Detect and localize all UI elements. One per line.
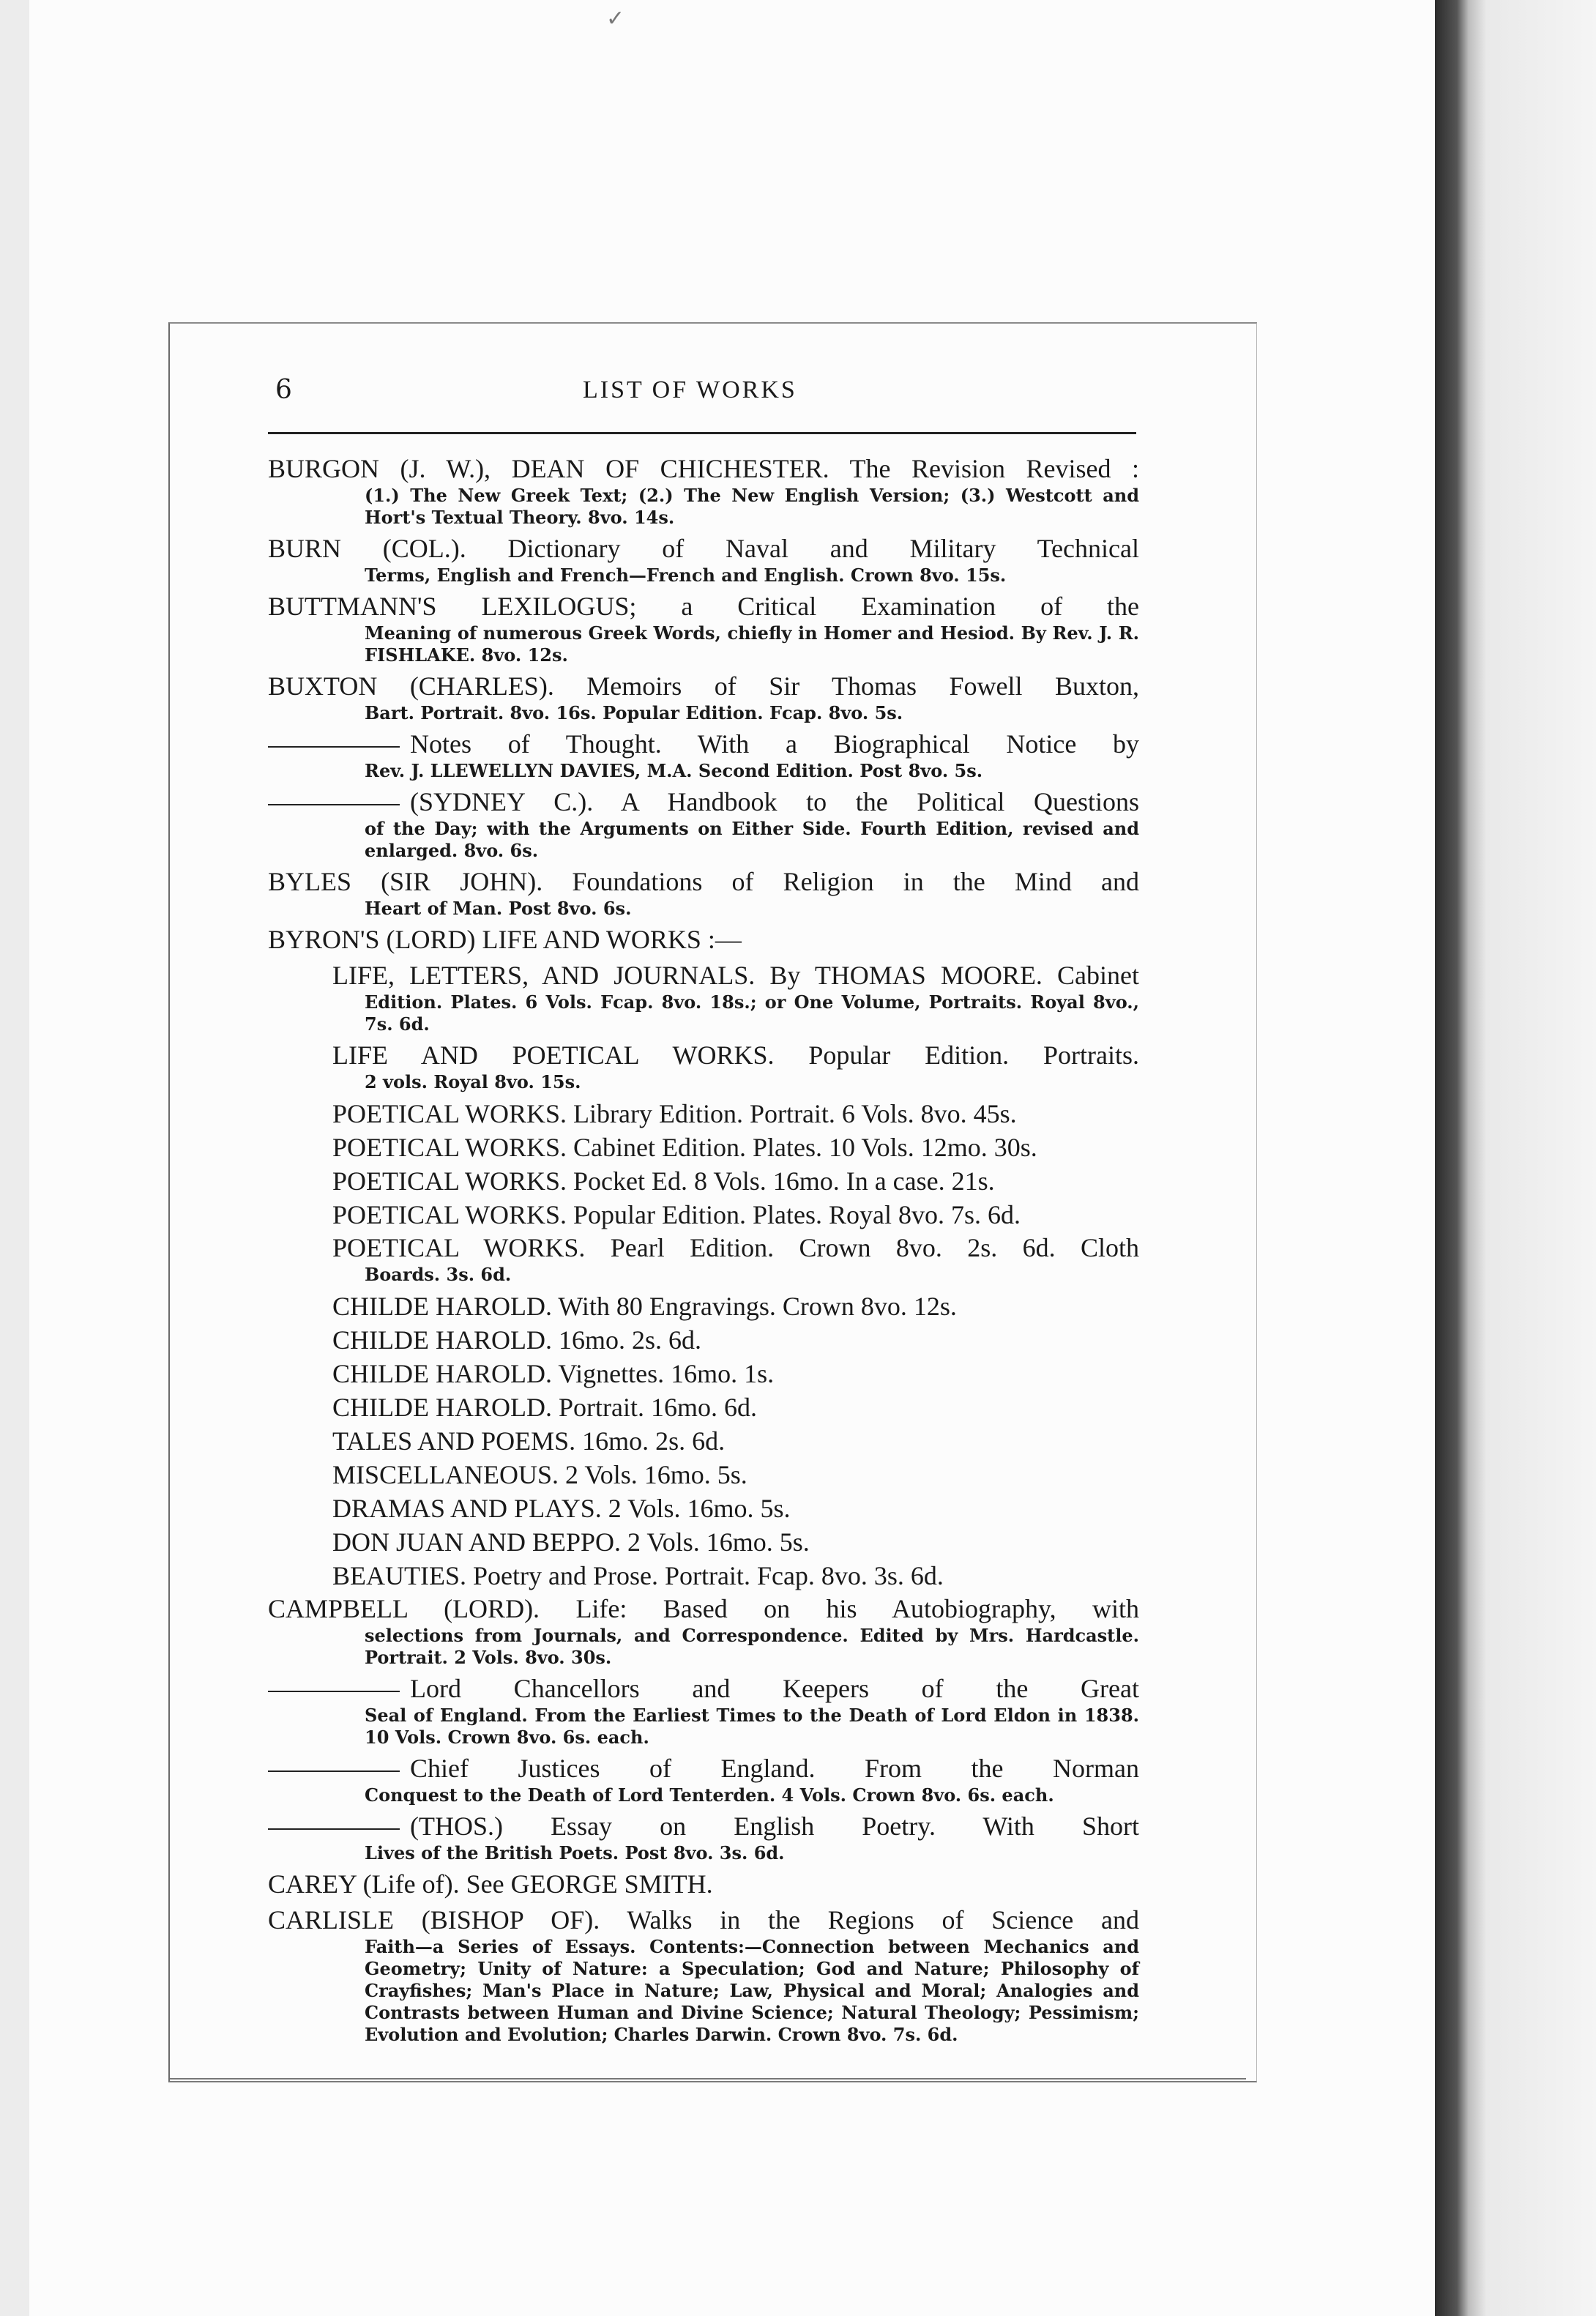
byron-works-list — [268, 959, 1139, 1593]
entry-head-text: (SYDNEY C.). A Handbook to the Political Questions — [410, 787, 1139, 816]
byron-item: POETICAL WORKS. Pocket Ed. 8 Vols. 16mo. In a case. 21s. — [332, 1166, 995, 1196]
entry-buttmann — [268, 590, 1139, 666]
entry-byles — [268, 865, 1139, 920]
ditto-dash — [268, 804, 400, 805]
byron-item: POETICAL WORKS. Popular Edition. Plates. Royal 8vo. 7s. 6d. — [332, 1200, 1021, 1229]
ditto-dash — [268, 1828, 400, 1830]
entry-burgon — [268, 453, 1139, 529]
running-head: LIST OF WORKS — [583, 376, 797, 403]
entry-head — [268, 1752, 1139, 1784]
entry-desc: Bart. Portrait. 8vo. 16s. Popular Edition. Fcap. 8vo. 5s. — [365, 702, 903, 723]
entry-head — [268, 728, 1139, 760]
entry-head: CAREY (Life of). See GEORGE SMITH. — [268, 1869, 713, 1899]
byron-item — [332, 959, 1139, 1035]
entry-desc: Heart of Man. Post 8vo. 6s. — [365, 898, 632, 919]
byron-item: POETICAL WORKS. Library Edition. Portrait. 6 Vols. 8vo. 45s. — [332, 1099, 1017, 1128]
entry-desc: of the Day; with the Arguments on Either Side. Fourth Edition, revised and enlarged. 8vo. 6s. — [365, 818, 1139, 861]
entry-burn — [268, 532, 1139, 587]
byron-item: POETICAL WORKS. Cabinet Edition. Plates. 10 Vols. 12mo. 30s. — [332, 1133, 1037, 1162]
entry-head: POETICAL WORKS. Pearl Edition. Crown 8vo. 2s. 6d. Cloth — [332, 1233, 1139, 1262]
entry-head-text: Notes of Thought. With a Biographical Notice by — [410, 729, 1139, 759]
entry-buxton-notes — [268, 728, 1139, 782]
byron-item: DON JUAN AND BEPPO. 2 Vols. 16mo. 5s. — [332, 1527, 810, 1557]
entry-head: CAMPBELL (LORD). Life: Based on his Autobiography, with — [268, 1594, 1139, 1623]
header-rule — [268, 432, 1136, 434]
byron-item: CHILDE HAROLD. With 80 Engravings. Crown 8vo. 12s. — [332, 1292, 957, 1321]
entry-desc: Boards. 3s. 6d. — [365, 1264, 512, 1285]
entry-head — [268, 1810, 1139, 1842]
pencil-check-mark: ✓ — [606, 6, 625, 31]
entry-buxton — [268, 670, 1139, 724]
entry-desc: Meaning of numerous Greek Words, chiefly in Homer and Hesiod. By Rev. J. R. FISHLAKE. 8vo. 12s. — [365, 622, 1139, 666]
ditto-dash — [268, 1770, 400, 1772]
entry-desc: Rev. J. LLEWELLYN DAVIES, M.A. Second Edition. Post 8vo. 5s. — [365, 760, 983, 781]
entry-head-text: Lord Chancellors and Keepers of the Great — [410, 1674, 1139, 1703]
entry-head: BURGON (J. W.), DEAN OF CHICHESTER. The Revision Revised : — [268, 454, 1139, 483]
entry-head: BUTTMANN'S LEXILOGUS; a Critical Examination of the — [268, 592, 1139, 621]
byron-item: CHILDE HAROLD. Vignettes. 16mo. 1s. — [332, 1359, 775, 1388]
entry-desc: Seal of England. From the Earliest Times to the Death of Lord Eldon in 1838. 10 Vols. Crown 8vo. 6s. each. — [365, 1705, 1139, 1748]
entry-head — [268, 1672, 1139, 1705]
entry-desc: (1.) The New Greek Text; (2.) The New English Version; (3.) Westcott and Hort's Textual Theory. 8vo. 14s. — [365, 485, 1139, 528]
entry-campbell-thos — [268, 1810, 1139, 1864]
entry-byron — [268, 923, 1139, 956]
byron-item — [332, 1039, 1139, 1093]
byron-item — [332, 1232, 1139, 1286]
byron-item: BEAUTIES. Poetry and Prose. Portrait. Fcap. 8vo. 3s. 6d. — [332, 1561, 944, 1590]
byron-item: CHILDE HAROLD. Portrait. 16mo. 6d. — [332, 1393, 757, 1422]
entry-desc: Lives of the British Poets. Post 8vo. 3s. 6d. — [365, 1842, 785, 1863]
entry-desc: selections from Journals, and Correspondence. Edited by Mrs. Hardcastle. Portrait. 2 Vols. 8vo. 30s. — [365, 1625, 1139, 1668]
entry-desc: Terms, English and French—French and English. Crown 8vo. 15s. — [365, 565, 1007, 586]
ditto-dash — [268, 746, 400, 748]
entry-head: LIFE, LETTERS, AND JOURNALS. By THOMAS MOORE. Cabinet — [332, 961, 1139, 990]
entry-head-text: Chief Justices of England. From the Norman — [410, 1754, 1139, 1783]
book-spine-edge — [1435, 0, 1596, 2316]
entry-head: BYRON'S (LORD) LIFE AND WORKS :— — [268, 925, 742, 954]
entry-head: BUXTON (CHARLES). Memoirs of Sir Thomas Fowell Buxton, — [268, 671, 1139, 701]
entry-head-text: (THOS.) Essay on English Poetry. With Short — [410, 1812, 1139, 1841]
entry-carlisle — [268, 1904, 1139, 2046]
entry-head: BURN (COL.). Dictionary of Naval and Military Technical — [268, 534, 1139, 563]
catalogue-list — [268, 453, 1139, 2049]
ditto-dash — [268, 1691, 400, 1692]
entry-head: BYLES (SIR JOHN). Foundations of Religion in the Mind and — [268, 867, 1139, 896]
entry-campbell-justices — [268, 1752, 1139, 1806]
entry-head: CARLISLE (BISHOP OF). Walks in the Regions of Science and — [268, 1905, 1139, 1935]
entry-campbell-chancellors — [268, 1672, 1139, 1749]
page-number: 6 — [275, 375, 292, 405]
entry-desc: Edition. Plates. 6 Vols. Fcap. 8vo. 18s.; or One Volume, Portraits. Royal 8vo., 7s. 6d. — [365, 991, 1139, 1035]
bottom-rule — [170, 2078, 1246, 2079]
entry-carey — [268, 1868, 1139, 1900]
byron-item: DRAMAS AND PLAYS. 2 Vols. 16mo. 5s. — [332, 1494, 791, 1523]
byron-item: CHILDE HAROLD. 16mo. 2s. 6d. — [332, 1325, 701, 1355]
byron-item: MISCELLANEOUS. 2 Vols. 16mo. 5s. — [332, 1460, 747, 1489]
entry-desc: Conquest to the Death of Lord Tenterden. 4 Vols. Crown 8vo. 6s. each. — [365, 1784, 1054, 1806]
entry-desc: 2 vols. Royal 8vo. 15s. — [365, 1071, 581, 1092]
entry-buxton-sydney — [268, 786, 1139, 862]
entry-campbell — [268, 1593, 1139, 1669]
entry-desc: Faith—a Series of Essays. Contents:—Connection between Mechanics and Geometry; Unity of Nature: a Speculation; God and Nature; Philosophy of Crayfishes; Man's Place in Nature; Law, Physical and Moral; Analogies and Contrasts between Human and Divine Science; Natural Theology; Pessimism; Evolution and Evolution; Charles Darwin. Crown 8vo. 7s. 6d. — [365, 1936, 1139, 2045]
entry-head: LIFE AND POETICAL WORKS. Popular Edition. Portraits. — [332, 1040, 1139, 1070]
byron-item: TALES AND POEMS. 16mo. 2s. 6d. — [332, 1426, 726, 1456]
entry-head — [268, 786, 1139, 818]
